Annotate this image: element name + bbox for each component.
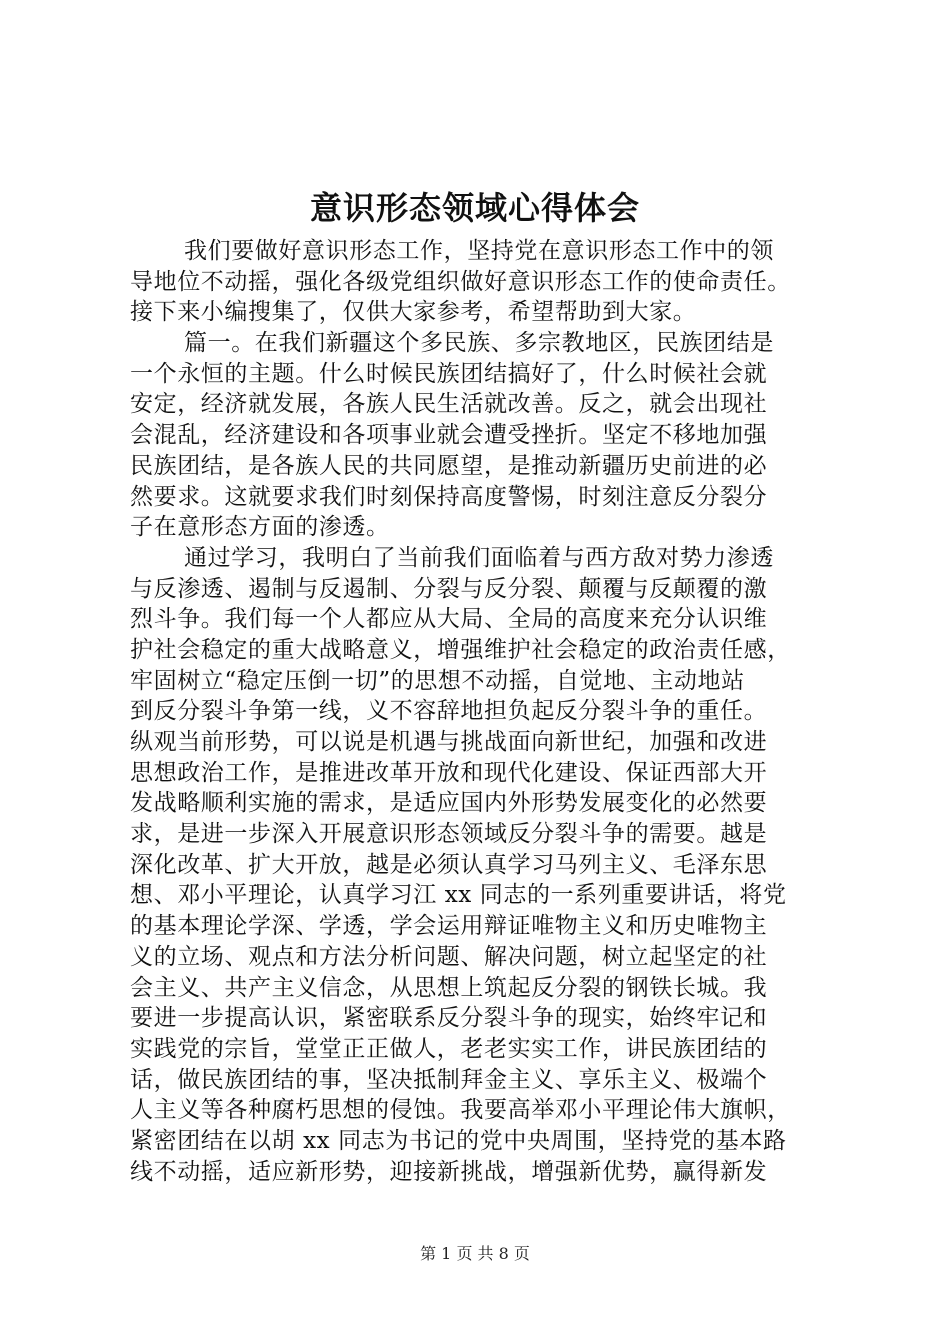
body-line: 深化改革、扩大开放，越是必须认真学习马列主义、毛泽东思 <box>130 851 768 878</box>
body-line: 护社会稳定的重大战略意义，增强维护社会稳定的政治责任感， <box>130 636 791 663</box>
document-body <box>130 236 840 1187</box>
body-line: 篇一。在我们新疆这个多民族、多宗教地区，民族团结是 <box>184 330 774 357</box>
body-line: 牢固树立“稳定压倒一切”的思想不动摇，自觉地、主动地站 <box>130 667 745 694</box>
body-line: 思想政治工作，是推进改革开放和现代化建设、保证西部大开 <box>130 759 768 786</box>
body-line: 烈斗争。我们每一个人都应从大局、全局的高度来充分认识维 <box>130 606 768 633</box>
body-line: 民族团结，是各族人民的共同愿望，是推动新疆历史前进的必 <box>130 452 768 479</box>
body-line: 纵观当前形势，可以说是机遇与挑战面向新世纪，加强和改进 <box>130 729 768 755</box>
body-line: 到反分裂斗争第一线，义不容辞地担负起反分裂斗争的重任。 <box>130 698 768 725</box>
body-line: 我们要做好意识形态工作，坚持党在意识形态工作中的领 <box>184 238 774 264</box>
body-line: 想、邓小平理论，认真学习江 xx 同志的一系列重要讲话，将党 <box>130 882 787 909</box>
body-line: 人主义等各种腐朽思想的侵蚀。我要高举邓小平理论伟大旗帜， <box>130 1097 791 1124</box>
body-line: 与反渗透、遏制与反遏制、分裂与反分裂、颠覆与反颠覆的激 <box>130 575 768 602</box>
body-line: 线不动摇，适应新形势，迎接新挑战，增强新优势，赢得新发 <box>130 1158 768 1185</box>
body-line: 话，做民族团结的事，坚决抵制拜金主义、享乐主义、极端个 <box>130 1066 768 1093</box>
body-line: 子在意形态方面的渗透。 <box>130 514 390 541</box>
body-line: 义的立场、观点和方法分析问题、解决问题，树立起坚定的社 <box>130 943 768 970</box>
body-line: 然要求。这就要求我们时刻保持高度警惕，时刻注意反分裂分 <box>130 483 768 510</box>
body-line: 发战略顺利实施的需求，是适应国内外形势发展变化的必然要 <box>130 790 768 817</box>
body-line: 一个永恒的主题。什么时候民族团结搞好了，什么时候社会就 <box>130 360 768 387</box>
body-line: 的基本理论学深、学透，学会运用辩证唯物主义和历史唯物主 <box>130 913 768 940</box>
body-line: 导地位不动摇，强化各级党组织做好意识形态工作的使命责任。 <box>130 268 791 295</box>
page-footer: 第 1 页 共 8 页 <box>420 1244 530 1263</box>
body-line: 会混乱，经济建设和各项事业就会遭受挫折。坚定不移地加强 <box>130 422 768 449</box>
body-line: 安定，经济就发展，各族人民生活就改善。反之，就会出现社 <box>130 391 768 418</box>
body-line: 紧密团结在以胡 xx 同志为书记的党中央周围，坚持党的基本路 <box>130 1127 787 1154</box>
body-line: 求，是进一步深入开展意识形态领域反分裂斗争的需要。越是 <box>130 821 768 848</box>
body-line: 通过学习，我明白了当前我们面临着与西方敌对势力渗透 <box>184 544 774 571</box>
document-title: 意识形态领域心得体会 <box>309 189 640 227</box>
body-line: 接下来小编搜集了，仅供大家参考，希望帮助到大家。 <box>130 299 697 326</box>
body-line: 要进一步提高认识，紧密联系反分裂斗争的现实，始终牢记和 <box>130 1005 768 1032</box>
body-line: 实践党的宗旨，堂堂正正做人，老老实实工作，讲民族团结的 <box>130 1035 768 1062</box>
body-line: 会主义、共产主义信念，从思想上筑起反分裂的钢铁长城。我 <box>130 974 768 1001</box>
